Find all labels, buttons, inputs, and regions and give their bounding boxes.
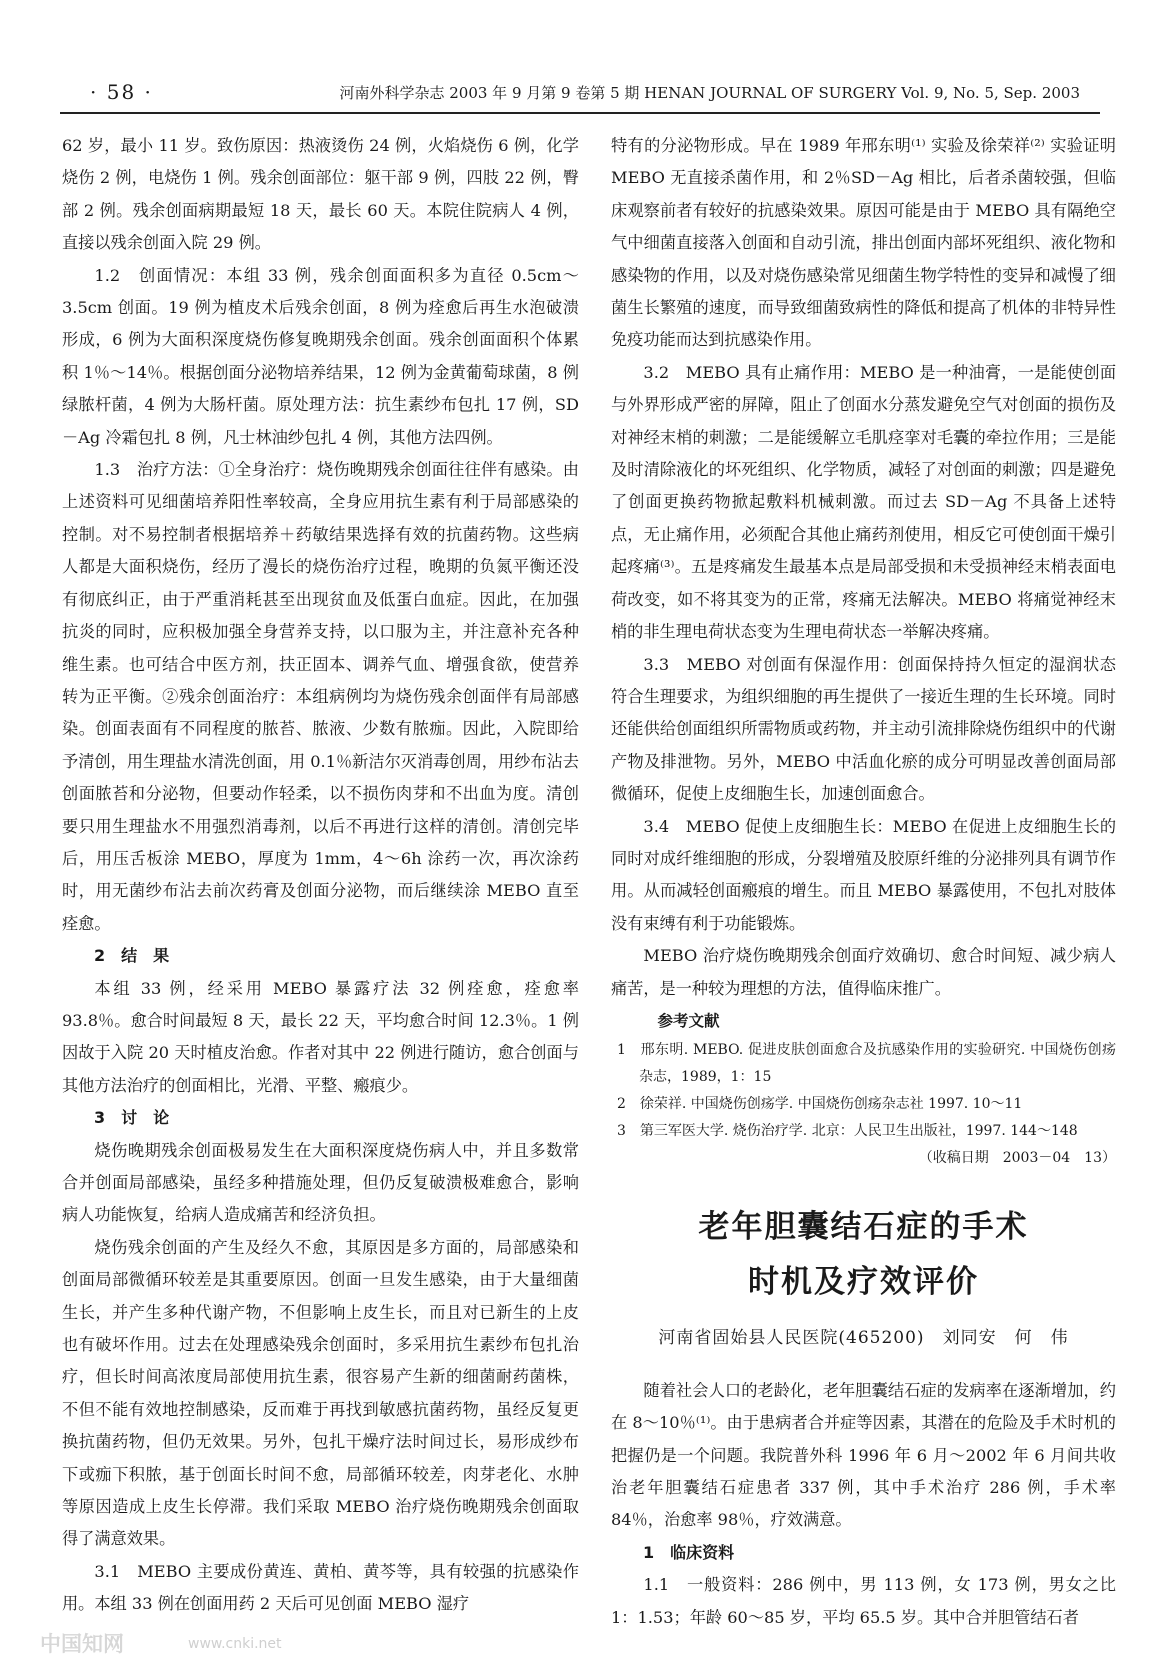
paragraph: 随着社会人口的老龄化，老年胆囊结石症的发病率在逐渐增加，约在 8～10％⁽¹⁾。由于患病者合并症等因素，其潜在的危险及手术时机的把握仍是一个问题。我院普外科 1996 年 6 月～2002 年 6 月间共收治老年胆囊结石症患者 337 例，其中手术治疗 286 例，手术率 84％，治愈率 98％，疗效满意。 <box>611 1380 1116 1530</box>
section-heading-discussion: 3 讨 论 <box>94 1108 170 1128</box>
header-rule <box>60 112 1100 114</box>
page-header <box>60 80 1110 110</box>
article-title-line: 老年胆囊结石症的手术 <box>698 1209 1029 1246</box>
paragraph: MEBO 治疗烧伤晚期残余创面疗效确切、愈合时间短、减少病人痛苦，是一种较为理想的方法，值得临床推广。 <box>611 946 1116 998</box>
reference-item: 1 邢东明. MEBO. 促进皮肤创面愈合及抗感染作用的实验研究. 中国烧伤创疡杂志，1989，1：15 <box>617 1042 1116 1086</box>
paragraph: 本组 33 例，经采用 MEBO 暴露疗法 32 例痊愈，痊愈率 93.8％。愈合时间最短 8 天，最长 22 天，平均愈合时间 12.3％。1 例因故于入院 20 天时植皮治愈。作者对其中 22 例进行随访，愈合创面与其他方法治疗的创面相比，光滑、平整、瘢痕少。 <box>62 978 579 1095</box>
received-date: （收稿日期 2003－04 13） <box>918 1150 1116 1167</box>
paragraph: 3.1 MEBO 主要成份黄连、黄柏、黄芩等，具有较强的抗感染作用。本组 33 例在创面用药 2 天后可见创面 MEBO 湿疗 <box>62 1561 579 1614</box>
reference-item: 2 徐荣祥. 中国烧伤创疡学. 中国烧伤创疡杂志社 1997. 10～11 <box>617 1096 1023 1113</box>
reference-item: 3 第三军医大学. 烧伤治疗学. 北京：人民卫生出版社，1997. 144～148 <box>617 1123 1078 1140</box>
paragraph: 烧伤晚期残余创面极易发生在大面积深度烧伤病人中，并且多数常合并创面局部感染，虽经多种措施处理，但仍反复破溃极难愈合，影响病人功能恢复，给病人造成痛苦和经济负担。 <box>62 1140 579 1225</box>
section-heading-clinical: 1 临床资料 <box>643 1542 735 1562</box>
article-title-line: 时机及疗效评价 <box>748 1264 979 1301</box>
journal-citation: 河南外科学杂志 2003 年 9 月第 9 卷第 5 期 HENAN JOURNAL OF SURGERY Vol. 9, No. 5, Sep. 2003 <box>339 84 1080 102</box>
paragraph: 1.1 一般资料：286 例中，男 113 例，女 173 例，男女之比 1：1.53；年龄 60～85 岁，平均 65.5 岁。其中合并胆管结石者 <box>611 1575 1116 1627</box>
paragraph: 3.4 MEBO 促使上皮细胞生长：MEBO 在促进上皮细胞生长的同时对成纤维细胞的形成，分裂增殖及胶原纤维的分泌排列具有调节作用。从而减轻创面瘢痕的增生。而且 MEBO 暴露使用，不包扎对肢体没有束缚有利于功能锻炼。 <box>611 816 1116 933</box>
left-column <box>62 130 579 1621</box>
paragraph: 62 岁，最小 11 岁。致伤原因：热液烫伤 24 例，火焰烧伤 6 例，化学烧伤 2 例，电烧伤 1 例。残余创面部位：躯干部 9 例，四肢 22 例，臀部 2 例。残余创面病期最短 18 天，最长 60 天。本院住院病人 4 例，直接以残余创面入院 29 例。 <box>62 136 579 253</box>
paragraph: 3.2 MEBO 具有止痛作用：MEBO 是一种油膏，一是能使创面与外界形成严密的屏障，阻止了创面水分蒸发避免空气对创面的损伤及对神经末梢的刺激；二是能缓解立毛肌痉挛对毛囊的牵拉作用；三是能及时清除液化的坏死组织、化学物质，减轻了对创面的刺激；四是避免了创面更换药物掀起敷料机械刺激。而过去 SD－Ag 不具备上述特点，无止痛作用，必须配合其他止痛药剂使用，相反它可使创面干燥引起疼痛⁽³⁾。五是疼痛发生最基本点是局部受损和未受损神经末梢表面电荷改变，如不将其变为的正常，疼痛无法解决。MEBO 将痛觉神经末梢的非生理电荷状态变为生理电荷状态一举解决疼痛。 <box>611 362 1116 642</box>
paragraph: 1.2 创面情况：本组 33 例，残余创面面积多为直径 0.5cm～3.5cm 创面。19 例为植皮术后残余创面，8 例为痊愈后再生水泡破溃形成，6 例为大面积深度烧伤修复晚期残余创面。残余创面面积个体累积 1％～14％。根据创面分泌物培养结果，12 例为金黄葡萄球菌，8 例绿脓杆菌，4 例为大肠杆菌。原处理方法：抗生素纱布包扎 17 例，SD－Ag 冷霜包扎 8 例，凡士林油纱包扎 4 例，其他方法四例。 <box>62 265 579 447</box>
cnki-logo: 中国知网 <box>40 1632 124 1656</box>
paragraph: 特有的分泌物形成。早在 1989 年邢东明⁽¹⁾ 实验及徐荣祥⁽²⁾ 实验证明 MEBO 无直接杀菌作用，和 2％SD－Ag 相比，后者杀菌较强，但临床观察前者有较好的抗感染效果。原因可能是由于 MEBO 具有隔绝空气中细菌直接落入创面和自动引流，排出创面内部坏死组织、液化物和感染物的作用，以及对烧伤感染常见细菌生物学特性的变异和减慢了细菌生长繁殖的速度，而导致细菌致病性的降低和提高了机体的非特异性免疫功能而达到抗感染作用。 <box>611 136 1116 350</box>
article-title <box>611 1200 1116 1310</box>
paragraph: 1.3 治疗方法：①全身治疗：烧伤晚期残余创面往往伴有感染。由上述资料可见细菌培养阳性率较高，全身应用抗生素有利于局部感染的控制。对不易控制者根据培养＋药敏结果选择有效的抗菌药物。这些病人都是大面积烧伤，经历了漫长的烧伤治疗过程，晚期的负氮平衡还没有彻底纠正，由于严重消耗甚至出现贫血及低蛋白血症。因此，在加强抗炎的同时，应积极加强全身营养支持，以口服为主，并注意补充各种维生素。也可结合中医方剂，扶正固本、调养气血、增强食欲，使营养转为正平衡。②残余创面治疗：本组病例均为烧伤残余创面伴有局部感染。创面表面有不同程度的脓苔、脓液、少数有脓痂。因此，入院即给予清创，用生理盐水清洗创面，用 0.1％新洁尔灭消毒创周，用纱布沾去创面脓苔和分泌物，但要动作轻柔，以不损伤肉芽和不出血为度。清创要只用生理盐水不用强烈消毒剂，以后不再进行这样的清创。清创完毕后，用压舌板涂 MEBO，厚度为 1mm，4～6h 涂药一次，再次涂药时，用无菌纱布沾去前次药膏及创面分泌物，而后继续涂 MEBO 直至痊愈。 <box>62 460 579 933</box>
page-number: · 58 · <box>90 80 153 104</box>
references-heading: 参考文献 <box>657 1011 720 1030</box>
paragraph: 3.3 MEBO 对创面有保湿作用：创面保持持久恒定的湿润状态符合生理要求，为组织细胞的再生提供了一接近生理的生长环境。同时还能供给创面组织所需物质或药物，并主动引流排除烧伤组织中的代谢产物及排泄物。另外，MEBO 中活血化瘀的成分可明显改善创面局部微循环，促使上皮细胞生长，加速创面愈合。 <box>611 654 1116 804</box>
paragraph: 烧伤残余创面的产生及经久不愈，其原因是多方面的，局部感染和创面局部微循环较差是其重要原因。创面一旦发生感染，由于大量细菌生长，并产生多种代谢产物，不但影响上皮生长，而且对已新生的上皮也有破坏作用。过去在处理感染残余创面时，多采用抗生素纱布包扎治疗，但长时间高浓度局部使用抗生素，很容易产生新的细菌耐药菌株，不但不能有效地控制感染，反而难于再找到敏感抗菌药物，虽经反复更换抗菌药物，但仍无效果。另外，包扎干燥疗法时间过长，易形成纱布下或痂下积脓，基于创面长时间不愈，局部循环较差，肉芽老化、水肿等原因造成上皮生长停滞。我们采取 MEBO 治疗烧伤晚期残余创面取得了满意效果。 <box>62 1237 579 1549</box>
author-byline: 河南省固始县人民医院(465200) 刘同安 何 伟 <box>658 1328 1069 1349</box>
cnki-url: www.cnki.net <box>188 1636 282 1652</box>
section-heading-results: 2 结 果 <box>94 946 170 966</box>
right-column <box>611 130 1116 1634</box>
